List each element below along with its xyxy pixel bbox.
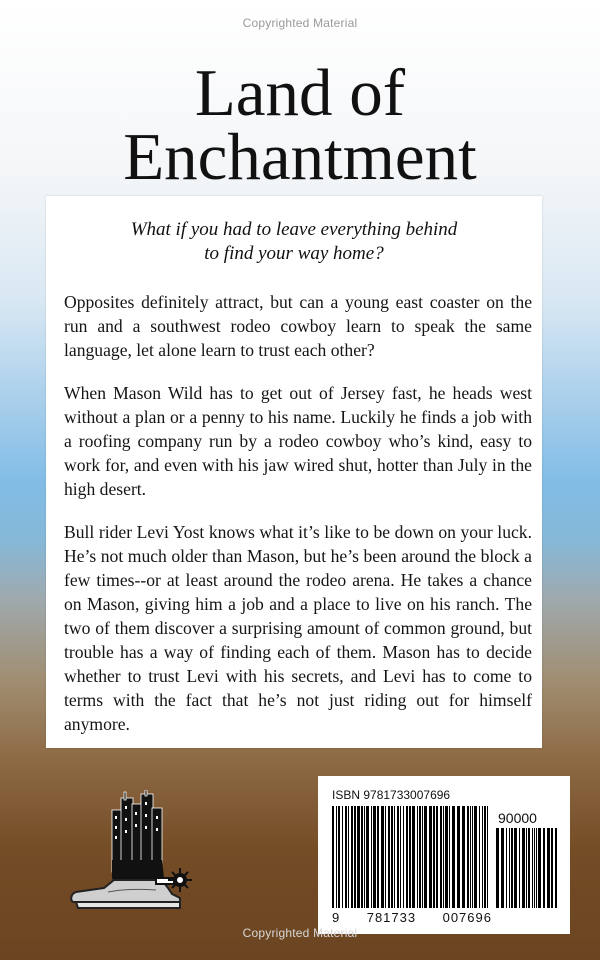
barcode-bar	[403, 806, 404, 908]
book-title-line2: Enchantment	[123, 120, 477, 194]
barcode-bar	[509, 828, 510, 908]
barcode-bar	[397, 806, 399, 908]
barcode-bar	[377, 806, 379, 908]
barcode-bar	[452, 806, 455, 908]
barcode-bar	[371, 806, 372, 908]
barcode-bar	[406, 806, 408, 908]
barcode-bar	[445, 806, 448, 908]
isbn-label: ISBN 9781733007696	[332, 788, 451, 802]
barcode-bar	[474, 806, 477, 908]
barcode-bar	[332, 806, 334, 908]
isbn-digit-group2: 007696	[442, 910, 492, 925]
barcode-bar	[394, 806, 395, 908]
barcode-bar	[412, 806, 415, 908]
barcode-bar	[381, 806, 384, 908]
barcode-bar	[538, 828, 541, 908]
barcode-bar	[551, 828, 553, 908]
barcode-bar	[484, 806, 486, 908]
barcode-bar	[462, 806, 465, 908]
isbn-barcode	[318, 776, 570, 934]
isbn-digit-lead: 9	[332, 910, 341, 925]
barcode-bar	[514, 828, 517, 908]
barcode-bar	[536, 828, 537, 908]
barcode-bar	[443, 806, 444, 908]
price-code: 90000	[498, 810, 537, 826]
barcode-bar	[409, 806, 411, 908]
barcode-bar	[419, 806, 421, 908]
barcode-bar	[391, 806, 393, 908]
barcode-bar	[436, 806, 438, 908]
barcode-bar	[457, 806, 460, 908]
barcode-bar	[555, 828, 557, 908]
barcode-bar	[440, 806, 442, 908]
barcode-bar	[400, 806, 401, 908]
barcode-bar	[506, 828, 507, 908]
blurb-paragraph-1: Opposites definitely attract, but can a young east coaster on the run and a southwest rodeo cowboy learn to speak the same language, let alone learn to trust each other?	[64, 292, 532, 360]
barcode-bar	[361, 806, 363, 908]
barcode-bar	[528, 828, 530, 908]
barcode-bar	[429, 806, 432, 908]
barcode-bar	[543, 828, 545, 908]
barcode-bar	[532, 828, 533, 908]
barcode-bar	[336, 806, 337, 908]
price-barcode-bars	[496, 828, 558, 908]
barcode-bar	[388, 806, 390, 908]
barcode-bar	[496, 828, 499, 908]
barcode-bar	[522, 828, 525, 908]
blurb-panel	[46, 196, 542, 748]
barcode-bar	[351, 806, 353, 908]
copyright-watermark-bottom: Copyrighted Material	[242, 926, 358, 940]
barcode-bar	[526, 828, 527, 908]
barcode-bar	[345, 806, 347, 908]
barcode-bar	[470, 806, 471, 908]
city-cowboy-boot-icon	[68, 790, 198, 916]
barcode-bar	[424, 806, 427, 908]
barcode-bar	[534, 828, 535, 908]
book-title-line1: Land of	[194, 56, 406, 130]
barcode-bar	[449, 806, 450, 908]
barcode-bar	[482, 806, 483, 908]
barcode-bar	[385, 806, 386, 908]
barcode-bar	[487, 806, 488, 908]
barcode-bar	[433, 806, 435, 908]
barcode-bar	[354, 806, 356, 908]
isbn-digits	[332, 910, 492, 925]
tagline-line2: to find your way home?	[204, 243, 384, 264]
barcode-bar	[342, 806, 343, 908]
barcode-bar	[357, 806, 360, 908]
barcode-bar	[501, 828, 504, 908]
barcode-bar	[417, 806, 418, 908]
isbn-digit-group1: 781733	[366, 910, 417, 925]
blurb-paragraph-3: Bull rider Levi Yost knows what it’s like to be down on your luck. He’s not much older than Mason, but he’s been around the block a few times--or at least around the rodeo arena. He takes a chance on Mason, giving him a job and a place to live on his ranch. The two of them discover a surprising amount of common ground, but trouble has a way of finding each of them. Mason has to decide whether to trust Levi with his secrets, and Levi has to come to terms with the fact that he’s not just riding out for himself anymore.	[64, 522, 532, 734]
barcode-bar	[472, 806, 473, 908]
barcode-bar	[511, 828, 513, 908]
publisher-logo	[68, 790, 198, 916]
copyright-watermark-top: Copyrighted Material	[242, 16, 358, 30]
barcode-bar	[373, 806, 376, 908]
main-barcode-bars	[332, 806, 492, 908]
barcode-bar	[547, 828, 550, 908]
tagline-line1: What if you had to leave everything behind	[130, 219, 458, 240]
blurb-paragraph-2: When Mason Wild has to get out of Jersey fast, he heads west without a plan or a penny to his name. Luckily he finds a job with a roofing company run by a rodeo cowboy who’s kind, easy to work for, and even with his jaw wired shut, hotter than July in the high desert.	[64, 383, 532, 499]
barcode-bar	[348, 806, 349, 908]
barcode-bar	[364, 806, 365, 908]
tagline	[46, 218, 542, 266]
barcode-bar	[519, 828, 520, 908]
barcode-bar	[479, 806, 480, 908]
barcode-bar	[338, 806, 340, 908]
barcode-bar	[366, 806, 369, 908]
barcode-bar	[422, 806, 423, 908]
barcode-bar	[467, 806, 469, 908]
